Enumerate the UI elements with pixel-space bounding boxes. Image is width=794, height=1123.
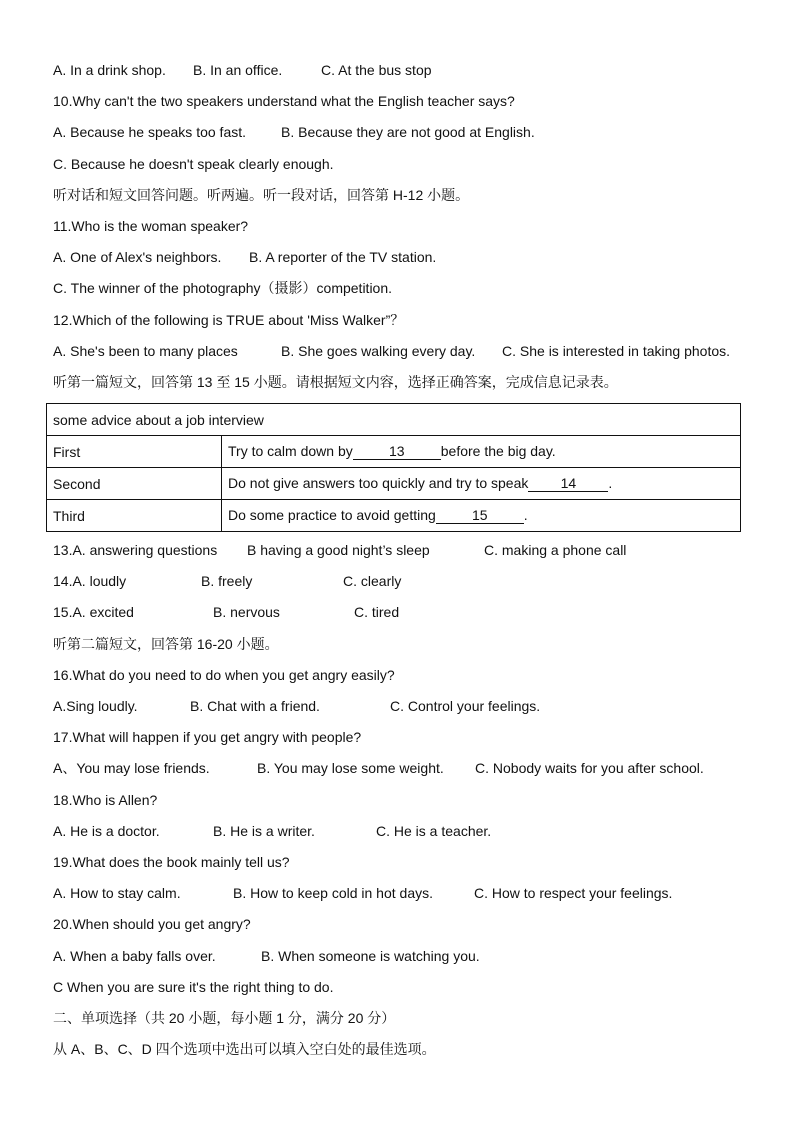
q16-options: [53, 694, 753, 725]
q15-options: [53, 600, 753, 631]
q12-option-b: B. She goes walking every day.: [281, 342, 476, 359]
q10-option-c: C. Because he doesn't speak clearly enough.: [53, 155, 334, 172]
q11-option-b: B. A reporter of the TV station.: [249, 249, 437, 266]
table-row: [47, 500, 741, 532]
q19-option-a: A. How to stay calm.: [53, 885, 181, 902]
q16-option-c: C. Control your feelings.: [390, 698, 541, 714]
q16-option-a: A.Sing loudly.: [53, 698, 138, 714]
q13-option-a: 13.A. answering questions: [53, 542, 218, 559]
q10-option-b: B. Because they are not good at English.: [281, 124, 535, 141]
table-row-text-before: Try to calm down by: [228, 443, 353, 460]
info-record-table: [46, 403, 741, 532]
q19-option-c: C. How to respect your feelings.: [474, 885, 673, 902]
q10-option-a: A. Because he speaks too fast.: [53, 124, 247, 141]
q9-option-b: B. In an office.: [193, 62, 283, 78]
q15-option-c: C. tired: [354, 604, 400, 621]
section-2-instruction: 从 A、B、C、D 四个选项中选出可以填入空白处的最佳选项。: [53, 1041, 436, 1058]
q11-question: 11.Who is the woman speaker?: [53, 217, 249, 234]
q11-option-a: A. One of Alex's neighbors.: [53, 249, 222, 266]
q17-options: [53, 756, 753, 787]
q13-option-b: B having a good night’s sleep: [247, 542, 430, 559]
q20-option-c: C When you are sure it's the right thing to do.: [53, 978, 334, 995]
table-row-content: [222, 468, 741, 500]
instruction-16-20: 听第二篇短文，回答第 16-20 小题。: [53, 635, 279, 652]
q9-option-a: A. In a drink shop.: [53, 62, 166, 78]
q11-options-ab: [53, 245, 753, 276]
table-row: [47, 436, 741, 468]
q15-option-a: 15.A. excited: [53, 604, 134, 621]
table-row-content: [222, 436, 741, 468]
q18-option-c: C. He is a teacher.: [376, 822, 492, 839]
table-row-content: [222, 500, 741, 532]
table-row-label: First: [47, 436, 222, 468]
q17-option-a: A、You may lose friends.: [53, 760, 210, 777]
q19-options: [53, 881, 753, 912]
table-row-text-before: Do some practice to avoid getting: [228, 507, 436, 524]
section-2-title: 二、单项选择（共 20 小题，每小题 1 分，满分 20 分）: [53, 1009, 396, 1026]
q15-option-b: B. nervous: [213, 604, 280, 621]
q19-question: 19.What does the book mainly tell us?: [53, 853, 290, 870]
blank-13: 13: [353, 443, 441, 460]
q9-options: [53, 58, 753, 89]
instruction-11-12: 听对话和短文回答问题。听两遍。听一段对话，回答第 H-12 小题。: [53, 186, 470, 203]
q12-options: [53, 339, 753, 370]
q14-option-c: C. clearly: [343, 573, 402, 590]
table-header-row: [47, 404, 741, 436]
q12-question: 12.Which of the following is TRUE about 'Miss Walker”？: [53, 311, 405, 328]
q20-option-a: A. When a baby falls over.: [53, 947, 216, 964]
q13-options: [53, 538, 753, 569]
table-row-text-after: .: [523, 507, 528, 524]
exam-page: [53, 58, 753, 1068]
q18-question: 18.Who is Allen?: [53, 791, 158, 808]
q18-options: [53, 819, 753, 850]
table-row-label: Second: [47, 468, 222, 500]
q16-option-b: B. Chat with a friend.: [190, 698, 320, 714]
q12-option-a: A. She's been to many places: [53, 342, 238, 359]
blank-14: 14: [528, 475, 608, 492]
table-row-text-after: before the big day.: [440, 443, 556, 460]
q10-question: 10.Why can't the two speakers understand what the English teacher says?: [53, 93, 515, 110]
q9-option-c: C. At the bus stop: [321, 62, 432, 78]
q16-question: 16.What do you need to do when you get angry easily?: [53, 666, 395, 683]
q20-options-ab: [53, 944, 753, 975]
q17-question: 17.What will happen if you get angry with people?: [53, 729, 362, 746]
q18-option-a: A. He is a doctor.: [53, 822, 160, 839]
q11-option-c: C. The winner of the photography（摄影）competition.: [53, 280, 393, 297]
blank-15: 15: [436, 507, 524, 524]
q13-option-c: C. making a phone call: [484, 542, 627, 559]
table-row-text-before: Do not give answers too quickly and try to speak: [228, 475, 529, 492]
q18-option-b: B. He is a writer.: [213, 822, 315, 839]
q17-option-b: B. You may lose some weight.: [257, 760, 444, 777]
table-row-text-after: .: [608, 475, 613, 492]
q10-options-ab: [53, 120, 753, 151]
instruction-13-15: 听第一篇短文，回答第 13 至 15 小题。请根据短文内容，选择正确答案，完成信息记录表。: [53, 373, 618, 390]
q20-option-b: B. When someone is watching you.: [261, 947, 480, 964]
q14-options: [53, 569, 753, 600]
q17-option-c: C. Nobody waits for you after school.: [475, 760, 704, 777]
table-row-label: Third: [47, 500, 222, 532]
q12-option-c: C. She is interested in taking photos.: [502, 342, 731, 359]
q14-option-a: 14.A. loudly: [53, 573, 127, 590]
q14-option-b: B. freely: [201, 573, 253, 590]
table-row: [47, 468, 741, 500]
q20-question: 20.When should you get angry?: [53, 916, 251, 933]
table-header: some advice about a job interview: [47, 404, 741, 436]
q19-option-b: B. How to keep cold in hot days.: [233, 885, 433, 902]
